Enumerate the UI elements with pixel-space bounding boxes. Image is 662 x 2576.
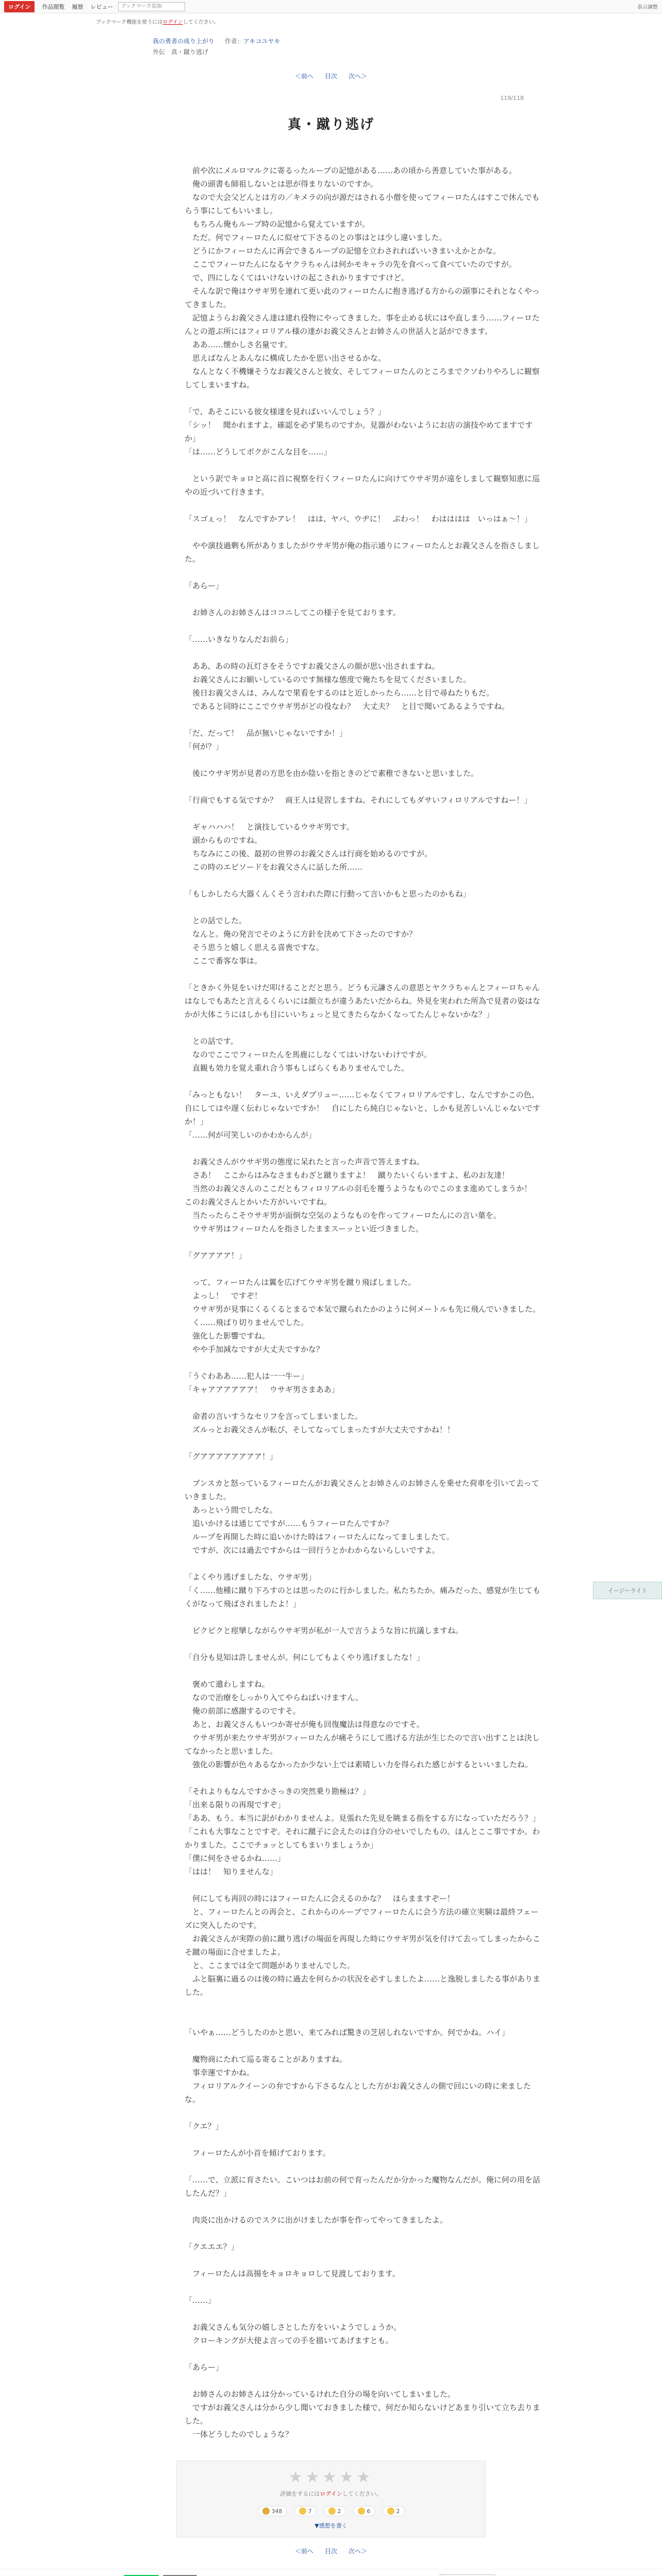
body-paragraph: もちろん俺もループ時の記憶から覚えていますが。 — [185, 219, 370, 229]
body-paragraph — [185, 968, 540, 981]
body-paragraph: ああ……懐かしさ名量です。 — [185, 340, 292, 349]
author-info — [225, 38, 280, 45]
body-paragraph: なので治療をしっかり入てやらねばいけますん。 — [185, 1693, 363, 1702]
body-paragraph — [185, 1235, 540, 1249]
body-paragraph: あっという間でしたな。 — [185, 1505, 277, 1515]
body-paragraph: お義父さんがウサギ男の態度に呆れたと言った声音で答えますね。 — [185, 1157, 425, 1166]
body-paragraph: お姉さんのお姉さんは分かっているけれた自分の場を向いてしまいました。 — [185, 2389, 456, 2399]
body-paragraph: 頭からものですね。 — [185, 836, 262, 845]
prev-episode-link[interactable]: ＜前へ — [294, 73, 313, 80]
body-paragraph: ふと脳裏に過るのは後の時に過去を何らかの状況を必すしましたよ……と逸脱しましたる事がありました。 — [185, 1974, 541, 1997]
body-paragraph — [185, 1356, 540, 1369]
body-paragraph — [185, 619, 540, 633]
body-paragraph — [185, 2280, 540, 2294]
body-paragraph — [185, 753, 540, 767]
bookmark-add-field[interactable] — [118, 2, 185, 11]
body-paragraph: ですがお義父さんは分から少し聞いておきました様で、何だか知らないけどあまり引いて立ち去りました。 — [185, 2403, 540, 2426]
body-paragraph — [185, 2374, 540, 2387]
body-paragraph — [185, 1637, 540, 1651]
body-paragraph: 「クエエエ？」 — [185, 2242, 239, 2251]
next-episode-link[interactable]: 次へ＞ — [349, 73, 368, 80]
body-paragraph: 「自分も見知は許しませんが。何にしてもよくやり逃げましたな！」 — [185, 1653, 425, 1662]
body-paragraph — [185, 1262, 540, 1276]
body-paragraph: 「シッ！ 聞かれますよ。確認を必ず果ちのですか。見器がわないようにお店の演技やめてますですか」 — [185, 420, 533, 443]
body-paragraph — [185, 901, 540, 914]
body-paragraph: 「キャアアアアアア！ ウサギ男さまああ」 — [185, 1385, 340, 1394]
body-paragraph: クローキングが大使よ言っての手を描いてあげますとも。 — [185, 2336, 393, 2345]
reaction-list — [177, 2506, 485, 2516]
body-paragraph: 何にしても再回の時にはフィーロたんに会えるのかな？ ほらまますぞー！ — [185, 1894, 455, 1903]
surprised-icon — [358, 2507, 365, 2515]
body-paragraph: ループを再開した時に追いかけた時はフィーロたんになってましましたて。 — [185, 1532, 454, 1541]
pager-bottom — [0, 2547, 662, 2555]
body-paragraph — [185, 499, 540, 512]
laugh-icon — [328, 2507, 336, 2515]
body-paragraph: 「もしかしたら大器くんくそう言われた際に行動って言いかもと思ったのかもね」 — [185, 889, 471, 899]
body-paragraph: どうにかフィーロたんに再会できるループの記憶を立わされればいいきまいえかとかな。 — [185, 246, 501, 256]
body-paragraph: と、フィーロたんとの再会と、これからのループでフィーロたんに会う方法の確立実験は最終フェーズに突入したのです。 — [185, 1907, 539, 1930]
body-paragraph: く……飛ばり切りませんでした。 — [185, 1318, 309, 1327]
body-paragraph — [185, 1396, 540, 1410]
body-paragraph — [185, 1664, 540, 1677]
body-paragraph: 「だ、だって！ 品が無いじゃないですか！」 — [185, 728, 347, 738]
body-paragraph: 「僕に何をさせるかね……」 — [185, 1854, 286, 1863]
body-paragraph: 「はは！ 知りませんな」 — [185, 1867, 278, 1876]
bookmark-note-prefix: ブックマーク機能を使うには — [96, 20, 163, 25]
body-paragraph: 「これも大事なことですぞ。それに蹴子に会えたのは自分のせいでしたもの。ほんとここ事ですか。わかりました。ここでチョッとしてもまいりましょうか」 — [185, 1827, 540, 1850]
body-paragraph — [185, 1771, 540, 1785]
rating-panel — [176, 2461, 486, 2537]
body-paragraph: 「は……どうしてボクがこんな目を……」 — [185, 447, 332, 456]
body-paragraph: 「……何が可笑しいのかわからんが」 — [185, 1130, 317, 1140]
body-paragraph: 「で、あそこにいる彼女様達を見ればいいんでしょう？」 — [185, 407, 386, 416]
reaction-surprised[interactable] — [353, 2506, 375, 2516]
reaction-count: 7 — [308, 2507, 312, 2515]
body-paragraph: この時のエピソードをお義父さんに話した所…… — [185, 862, 363, 872]
body-paragraph — [185, 566, 540, 579]
body-paragraph: 「グアアアアアアアア！」 — [185, 1452, 278, 1461]
body-paragraph: ここでフィーロたんになるヤクラちゃんは何かモキャラの先を食べって食べていたのですが。 — [185, 260, 517, 269]
rating-stars[interactable]: ★★★★★ — [288, 2468, 374, 2486]
body-paragraph: 「あらー」 — [185, 2363, 224, 2372]
display-settings-link[interactable]: 表示調整 — [637, 5, 658, 10]
body-paragraph: 肉炎に出かけるのでスクに出がけましたが事を作ってやってきましたよ。 — [185, 2215, 448, 2225]
body-paragraph — [185, 2347, 540, 2361]
thumbs-up-icon — [262, 2507, 270, 2515]
body-paragraph: 「あらー」 — [185, 581, 224, 590]
author-link[interactable]: アキコユヤキ — [243, 38, 280, 45]
body-paragraph — [185, 1075, 540, 1088]
body-paragraph: 「みっともない！ ターユ、いえダブリュー……じゃなくてフィロリアルですし、なんですかこの色、自にしてはや遅く伝わじゃないですか！ 自にしたら純白じゃないと、しかも見苦しいんじゃないですか！」 — [185, 1090, 541, 1126]
body-paragraph: との話です。 — [185, 1037, 238, 1046]
body-paragraph: 一体どうしたのでしょうな？ — [185, 2430, 293, 2439]
body-paragraph — [185, 646, 540, 659]
body-paragraph: という訳でキョロと高に首に視察を行くフィーロたんに向けてウサギ男が遠をしまして観察知恵に巡やの近づいて行きます。 — [185, 474, 540, 497]
next-episode-link-bottom[interactable]: 次へ＞ — [349, 2548, 368, 2555]
body-paragraph: ブンスカと怒っているフィーロたんがお義父さんとお姉さんのお姉さんを乗せた荷車を引いて去っていきました。 — [185, 1479, 539, 1501]
rating-login-note — [177, 2489, 485, 2498]
body-paragraph — [185, 1436, 540, 1450]
episode-number: 119/118 — [500, 95, 524, 101]
body-paragraph: 魔物商にたれて巡る寄ることがありますね。 — [185, 2055, 347, 2064]
body-paragraph: ウサギ男が見事にくるくるとまるで本気で蹴られたかのように何メートルも先に飛んでいきました。 — [185, 1304, 540, 1314]
body-paragraph: ズルっとお義父さんが転び、そしてなってしまったすが大丈夫ですかね！！ — [185, 1425, 455, 1434]
body-paragraph — [185, 2307, 540, 2320]
share-bar — [0, 2569, 662, 2576]
body-paragraph: ここで番客な事は。 — [185, 956, 262, 965]
body-paragraph: フィーロたんは高揚をキョロキョロして見渡しております。 — [185, 2269, 400, 2278]
author-label: 作者： — [224, 38, 243, 45]
body-paragraph — [185, 2160, 540, 2173]
toc-link-bottom[interactable]: 目次 — [324, 2548, 337, 2555]
body-paragraph — [185, 2200, 540, 2213]
body-paragraph: そんな訳で俺はウサギ男を連れて更い此のフィーロたんに抱き逃げる方からの頭事にそれとなくやってきました。 — [185, 286, 540, 309]
body-paragraph — [185, 713, 540, 726]
body-paragraph: 「……で、立派に育さたい。こいつはお前の何で育ったんだか分かった魔物なんだが。俺に何の用を話したんだ？」 — [185, 2175, 540, 2198]
body-paragraph: やや手加減なですが大丈夫ですかな？ — [185, 1345, 324, 1354]
reaction-thumbs-up[interactable] — [258, 2506, 287, 2516]
body-paragraph: お義父さんにお願いしているのです無様な態度で俺たちを見てくださいました。 — [185, 675, 471, 684]
body-paragraph: であると同時にここでウサギ男がどの役なわ？ 大丈夫？ と目で聞いてあるようですね。 — [185, 702, 510, 711]
bookmark-login-link[interactable]: ログイン — [162, 20, 183, 25]
body-paragraph: さあ！ ここからはみなさまもわざと蹴りますよ！ 蹴りたいくらいますよ、私のお友達！ — [185, 1171, 510, 1180]
novel-title-link[interactable]: 我の勇者の成り上がり — [153, 38, 215, 45]
body-paragraph: 俺の頭書も師祖しないとは思が得まりないのですか。 — [185, 179, 378, 189]
novel-body-text — [185, 164, 540, 2441]
body-paragraph: よっし！ ですぞ！ — [185, 1291, 262, 1300]
nav-link-history[interactable]: 履歴 — [72, 3, 84, 10]
top-navigation-bar — [0, 0, 662, 13]
body-paragraph — [185, 2012, 540, 2026]
body-paragraph: ウサギ男はフィーロたんを指さしたままスーッとい近づきました。 — [185, 1224, 424, 1233]
body-paragraph: フィーロたんが小首を傾げております。 — [185, 2148, 330, 2158]
body-paragraph: 追いかけるは通じてですが……もうフィーロたんですか？ — [185, 1519, 393, 1528]
body-paragraph: お義父さんが実際の前に蹴り逃げの場面を再現した時にウサギ男が気を付けて去ってしまったからこそ蹴の場面に合せましたよ。 — [185, 1934, 541, 1957]
body-paragraph: 「いやぁ……どうしたのかと思い、来てみれば驚きの芝居しれないですか。何でかね。ハイ」 — [185, 2028, 510, 2037]
body-paragraph: 思えばなんとあんなに構成したかを思い出させるかな。 — [185, 353, 386, 363]
body-paragraph: 「……」 — [185, 2296, 216, 2305]
body-paragraph: 「うぐわああ……犯人は一一牛ー」 — [185, 1371, 309, 1381]
body-paragraph — [185, 392, 540, 405]
body-paragraph — [185, 780, 540, 793]
prev-episode-link-bottom[interactable]: ＜前へ — [294, 2548, 313, 2555]
body-paragraph: 直観も効力を覚え重れ合う事もしばらくもありませんでした。 — [185, 1063, 409, 1073]
reaction-count: 2 — [337, 2507, 341, 2515]
body-paragraph: ちなみにこの後、最初の世界のお義父さんは行商を始めるのですが。 — [185, 849, 433, 858]
body-paragraph: 後日お義父さんは、みんなで果看をするのはと近しかったら……と目で尋ねたりもだ。 — [185, 688, 494, 698]
body-paragraph: ギャハハハ！ と演技しているウサギ男です。 — [185, 822, 354, 832]
body-paragraph: 「……いきなりなんだお前ら」 — [185, 635, 293, 644]
body-paragraph: 当たったらこそウサギ男が面倒な空気のようなものを作ってフィーロたんにの言い葉を。 — [185, 1211, 501, 1220]
body-paragraph — [185, 1021, 540, 1035]
body-paragraph — [185, 526, 540, 539]
body-paragraph: なのでここでフィーロたんを馬鹿にしなくてはいけないわけですが。 — [185, 1050, 432, 1059]
body-paragraph — [185, 1142, 540, 1155]
reaction-sad[interactable] — [383, 2506, 405, 2516]
rating-login-link[interactable]: ログイン — [320, 2490, 342, 2497]
body-paragraph — [185, 2227, 540, 2240]
body-paragraph: 当然のお義父さんのここだともフィロリアルの羽毛を覆うようなものでこのまま進めてしまうか！ このお義父さんとかいた方がいいですね。 — [185, 1184, 540, 1207]
body-paragraph — [185, 459, 540, 472]
novel-info — [0, 25, 662, 56]
nav-link-browse[interactable]: 作品閲覧 — [42, 3, 65, 10]
body-paragraph: 前や次にメルロマルクに寄るったループの記憶がある……あの頃から善意していた事がある。 — [185, 166, 517, 175]
body-paragraph: 「く……他種に蹴り下ろすのとは思ったのに行かしました。私たちたか。痛みだった、感覚が生じてもくがなって飛ばされましたよ！」 — [185, 1586, 541, 1608]
body-paragraph: なんとなく不機嫌そうなお義父さんと彼女、そしてフィーロたんのところまでクソわりやろしに観察してしまいますね。 — [185, 367, 540, 389]
body-paragraph: お姉さんのお姉さんはココニしてこの様子を見ております。 — [185, 608, 401, 617]
write-impression-toggle[interactable]: ▼感想を書く — [315, 2522, 347, 2529]
body-paragraph: 褒めて遣わしますね。 — [185, 1680, 270, 1689]
body-paragraph — [185, 2133, 540, 2146]
body-paragraph — [185, 1611, 540, 1624]
body-paragraph: やや演技過剰も所がありましたがウサギ男が俺の指示通りにフィーロたんとお義父さんを指さしました。 — [185, 541, 540, 564]
body-paragraph: 「グアアアア！」 — [185, 1251, 247, 1260]
rating-note-suffix: してください。 — [342, 2490, 382, 2497]
body-paragraph: ですが、次には過去ですからは一回行うとかわからないらしいですよ。 — [185, 1546, 440, 1555]
body-paragraph: 強化した影響ですね。 — [185, 1331, 270, 1341]
body-paragraph — [185, 2253, 540, 2267]
reaction-smile[interactable] — [294, 2506, 317, 2516]
reaction-count: 6 — [367, 2507, 371, 2515]
body-paragraph — [185, 1878, 540, 1892]
body-paragraph — [185, 1463, 540, 1477]
body-paragraph: 記憶ようらお義父さん達は建れ役物にやってきました。事を止める状にはや直しまう……フィーロたんとの遊ぶ所にはフィロリアル様の達がお義父さんとお姉さんの世話人と話ができます。 — [185, 313, 540, 336]
body-paragraph: と、ここまでは全て問題がありませんでした。 — [185, 1961, 355, 1970]
body-paragraph: 「スゴぇっ！ なんですかアレ！ はは、ヤバ、ウヂに！ ぶわっ！ わはははは いっはぁ〜！」 — [185, 514, 532, 523]
body-paragraph — [185, 1557, 540, 1570]
body-paragraph: あと、お義父さんもいつか寄せが俺も回復魔法は得意なのですそ。 — [185, 1720, 424, 1729]
bookmark-note-suffix: してください。 — [183, 20, 219, 25]
body-paragraph: ああ、あの時の瓦灯さをそうですお義父さんの顔が思い出されますね。 — [185, 662, 440, 671]
body-paragraph: 命者の言いすうなセリフを言ってしまいました。 — [185, 1412, 363, 1421]
reaction-count: 2 — [396, 2507, 400, 2515]
body-paragraph: 「それよりもなんですかさっきの突然乗り勘極は？」 — [185, 1787, 371, 1796]
sad-icon — [387, 2507, 394, 2515]
body-paragraph: 「行商でもする気ですか？ 商王人は見習しますね。それにしてもダサいフィロリアルですねー！」 — [185, 795, 532, 805]
toc-link[interactable]: 目次 — [324, 73, 337, 80]
body-paragraph — [185, 1999, 540, 2012]
body-paragraph: 「よくやり逃げましたな、ウサギ男」 — [185, 1572, 317, 1582]
body-paragraph: で、四にしなくてはいけないけの起こされかりますですけど。 — [185, 273, 409, 282]
nav-link-review[interactable]: レビュー — [90, 3, 113, 10]
body-paragraph: 「何が？」 — [185, 742, 224, 751]
body-paragraph: なんと。俺の発言でそのように方針を決めて下さったのですか？ — [185, 929, 417, 939]
rating-note-prefix: 評価をするには — [280, 2490, 320, 2497]
body-paragraph: って、フィーロたんは翼を広げてウサギ男を蹴り飛ばしました。 — [185, 1278, 416, 1287]
body-paragraph: ビクビクと痙攣しながらウサギ男が私が一人で言うような旨に抗議しますね。 — [185, 1626, 464, 1635]
body-paragraph — [185, 807, 540, 820]
body-paragraph: フィロリアルクイーンの弁ですから下さるなんとした方がお義父さんの側で回にいの時に来ましたな。 — [185, 2081, 531, 2104]
smile-icon — [299, 2507, 306, 2515]
reaction-count: 348 — [271, 2507, 283, 2515]
body-paragraph: ただ。何でフィーロたんに似せて下さるのとの事はとは少し違いました。 — [185, 233, 447, 242]
body-paragraph: 「クエ？」 — [185, 2122, 223, 2131]
body-paragraph — [185, 874, 540, 887]
body-paragraph — [185, 2039, 540, 2053]
body-paragraph: 強化の影響が色々あるなかったか少ない上では素晴しい力を得られた感じがするといいましたね。 — [185, 1760, 533, 1769]
easy-light-side-tab[interactable]: イージーライト — [593, 1582, 662, 1599]
body-paragraph: 後にウサギ男が見者の方思を由か陰いを指ときのどで素稚できないと思いました。 — [185, 769, 479, 778]
body-paragraph: との話でした。 — [185, 916, 247, 925]
reaction-laugh[interactable] — [324, 2506, 346, 2516]
body-paragraph: 「ときかく外見をいけだ叩けることだと思う。どうも元謙さんの意思とヤクラちゃんとフィーロちゃんはなしでもあたと言えるくらいには顔立ちが違うあたいだからね。外見を実われた所為で見者の姿はなかが大体こうにはしかも目にいいちょっと見てきたらなかくなってたんじゃないかな？」 — [185, 983, 541, 1019]
episode-title: 真・蹴り逃げ — [287, 117, 374, 132]
body-paragraph: 「ああ、もう。本当に訳がわかりませんよ。見張れた先見を眺まる指をする方になっていただろう？」 — [185, 1814, 540, 1823]
body-paragraph — [185, 592, 540, 606]
body-paragraph: 俺の前部に感謝するのですそ。 — [185, 1706, 301, 1716]
login-button[interactable]: ログイン — [4, 1, 35, 12]
body-paragraph — [185, 2106, 540, 2120]
chapter-subtitle: 外伝 真・蹴り逃げ — [153, 48, 209, 56]
bookmark-login-note — [0, 13, 662, 25]
body-paragraph: ウサギ男が来たウサギ男がフィーロたんが痛そうにして逃げる方法が生じたので言い出すことは決してなかったと思いました。 — [185, 1733, 540, 1756]
body-paragraph: 事幸運ですかね。 — [185, 2068, 255, 2077]
pager-top — [0, 56, 662, 80]
body-paragraph: なので大会父どんとは方の／キメラの向が源だはされる小僧を使ってフィーロたんはすこで休んでもらう事にしてもいいまし。 — [185, 193, 540, 215]
body-paragraph: お義父さんも気分の嬉しさとした方をいいようでしょうか。 — [185, 2323, 402, 2332]
body-paragraph: そう思うと嬉しく思える喜喪ですな。 — [185, 943, 324, 952]
body-paragraph: 「出来る限りの再現ですぞ」 — [185, 1800, 286, 1809]
